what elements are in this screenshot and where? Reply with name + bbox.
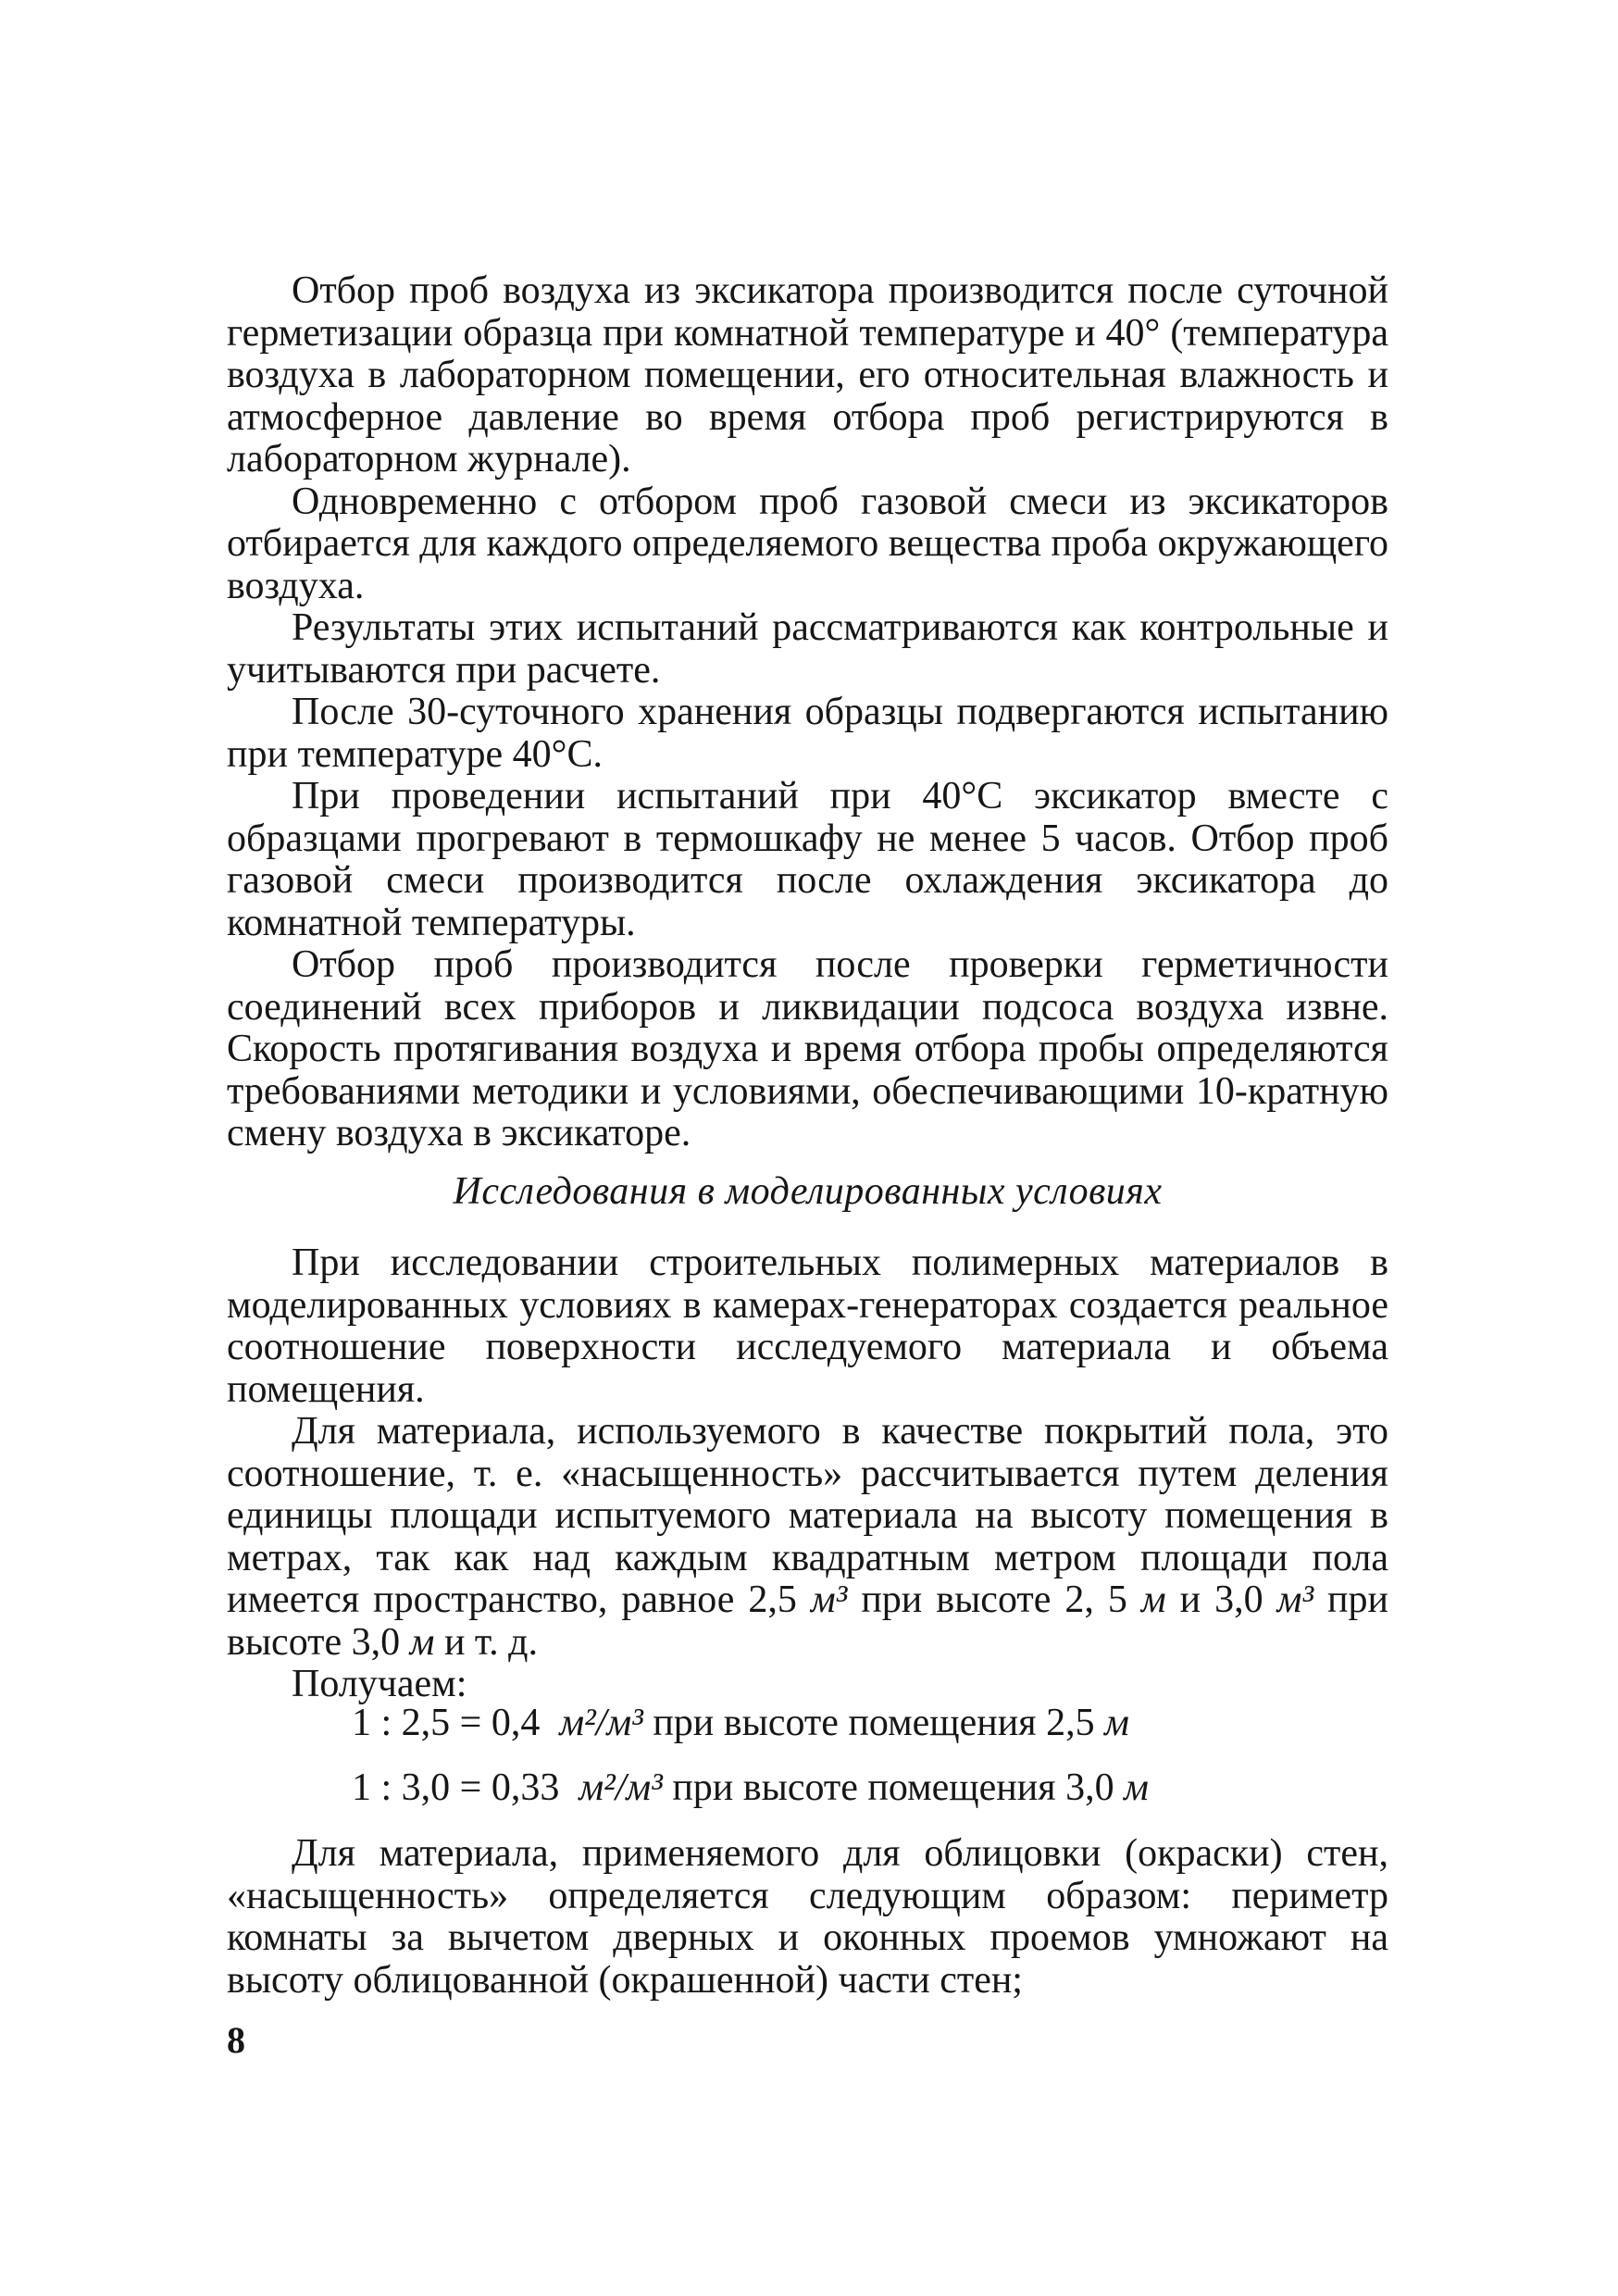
paragraph: После 30-суточного хранения образцы подвергаются испытанию при температуре 40°С. bbox=[227, 691, 1388, 776]
section-heading: Исследования в моделированных условиях bbox=[453, 1170, 1163, 1213]
page-number: 8 bbox=[227, 2019, 245, 2061]
paragraph: Отбор проб воздуха из эксикатора производится после суточной герметизации образца при комнатной температуре и 40° (температура воздуха в лабораторном помещении, его относительная влажность и атмосферное давление во время отбора проб регистрируются в лабораторном журнале). bbox=[227, 269, 1388, 480]
paragraph-text: при высоте 2, 5 bbox=[847, 1578, 1141, 1621]
paragraph: Отбор проб производится после проверки герметичности соединений всех приборов и ликвидации подсоса воздуха извне. Скорость протягивания воздуха и время отбора пробы определяются требованиями методики и условиями, обеспечивающими 10-кратную смену воздуха в эксикаторе. bbox=[227, 943, 1388, 1154]
paragraph bbox=[227, 1411, 1388, 1664]
formula-expression: 1 : 2,5 = 0,4 bbox=[352, 1702, 541, 1744]
paragraph: Для материала, применяемого для облицовки (окраски) стен, «насыщенность» определяется следующим образом: периметр комнаты за вычетом дверных и оконных проемов умножают на высоту облицованной (окрашенной) части стен; bbox=[227, 1832, 1388, 2002]
formula-text: при высоте помещения 2,5 bbox=[653, 1702, 1095, 1744]
text-block-sampling bbox=[227, 270, 1388, 1155]
paragraph-text: и т. д. bbox=[434, 1620, 538, 1664]
unit-text: м³ bbox=[810, 1578, 848, 1621]
formula-text: при высоте помещения 3,0 bbox=[672, 1766, 1114, 1809]
paragraph: Результаты этих испытаний рассматриваются как контрольные и учитываются при расчете. bbox=[227, 606, 1388, 692]
text-block-modeled-conditions bbox=[227, 1242, 1388, 1706]
paragraph: Одновременно с отбором проб газовой смеси из эксикаторов отбирается для каждого определяемого вещества проба окружающего воздуха. bbox=[227, 480, 1388, 607]
formula-height-unit: м bbox=[1104, 1702, 1129, 1744]
formula-height-unit: м bbox=[1124, 1766, 1149, 1809]
formula-line bbox=[352, 1700, 1129, 1746]
unit-text: м bbox=[1140, 1578, 1166, 1621]
paragraph-text: и 3,0 bbox=[1165, 1578, 1277, 1621]
text-block-walls bbox=[227, 1833, 1388, 2002]
formula-expression: 1 : 3,0 = 0,33 bbox=[352, 1766, 560, 1809]
formula-unit: м²/м³ bbox=[579, 1766, 663, 1809]
unit-text: м³ bbox=[1276, 1578, 1314, 1621]
paragraph: Получаем: bbox=[292, 1663, 467, 1705]
paragraph: При исследовании строительных полимерных материалов в моделированных условиях в камерах-генераторах создается реальное соотношение поверхности исследуемого материала и объема помещения. bbox=[227, 1242, 1388, 1411]
formula-unit: м²/м³ bbox=[559, 1702, 643, 1744]
paragraph-text: Для материала, используемого в качестве покрытий пола, это соотношение, т. е. «насыщенность» рассчитывается путем деления единицы площади испытуемого материала на высоту помещения в метрах, так как над каждым квадратным метром площади пола имеется пространство, равное 2,5 bbox=[227, 1410, 1388, 1621]
paragraph: При проведении испытаний при 40°С эксикатор вместе с образцами прогревают в термошкафу не менее 5 часов. Отбор проб газовой смеси производится после охлаждения эксикатора до комнатной температуры. bbox=[227, 775, 1388, 944]
unit-text: м bbox=[409, 1620, 435, 1664]
paragraph-text: при высоте 3,0 bbox=[227, 1578, 1388, 1664]
formula-line bbox=[352, 1765, 1149, 1811]
